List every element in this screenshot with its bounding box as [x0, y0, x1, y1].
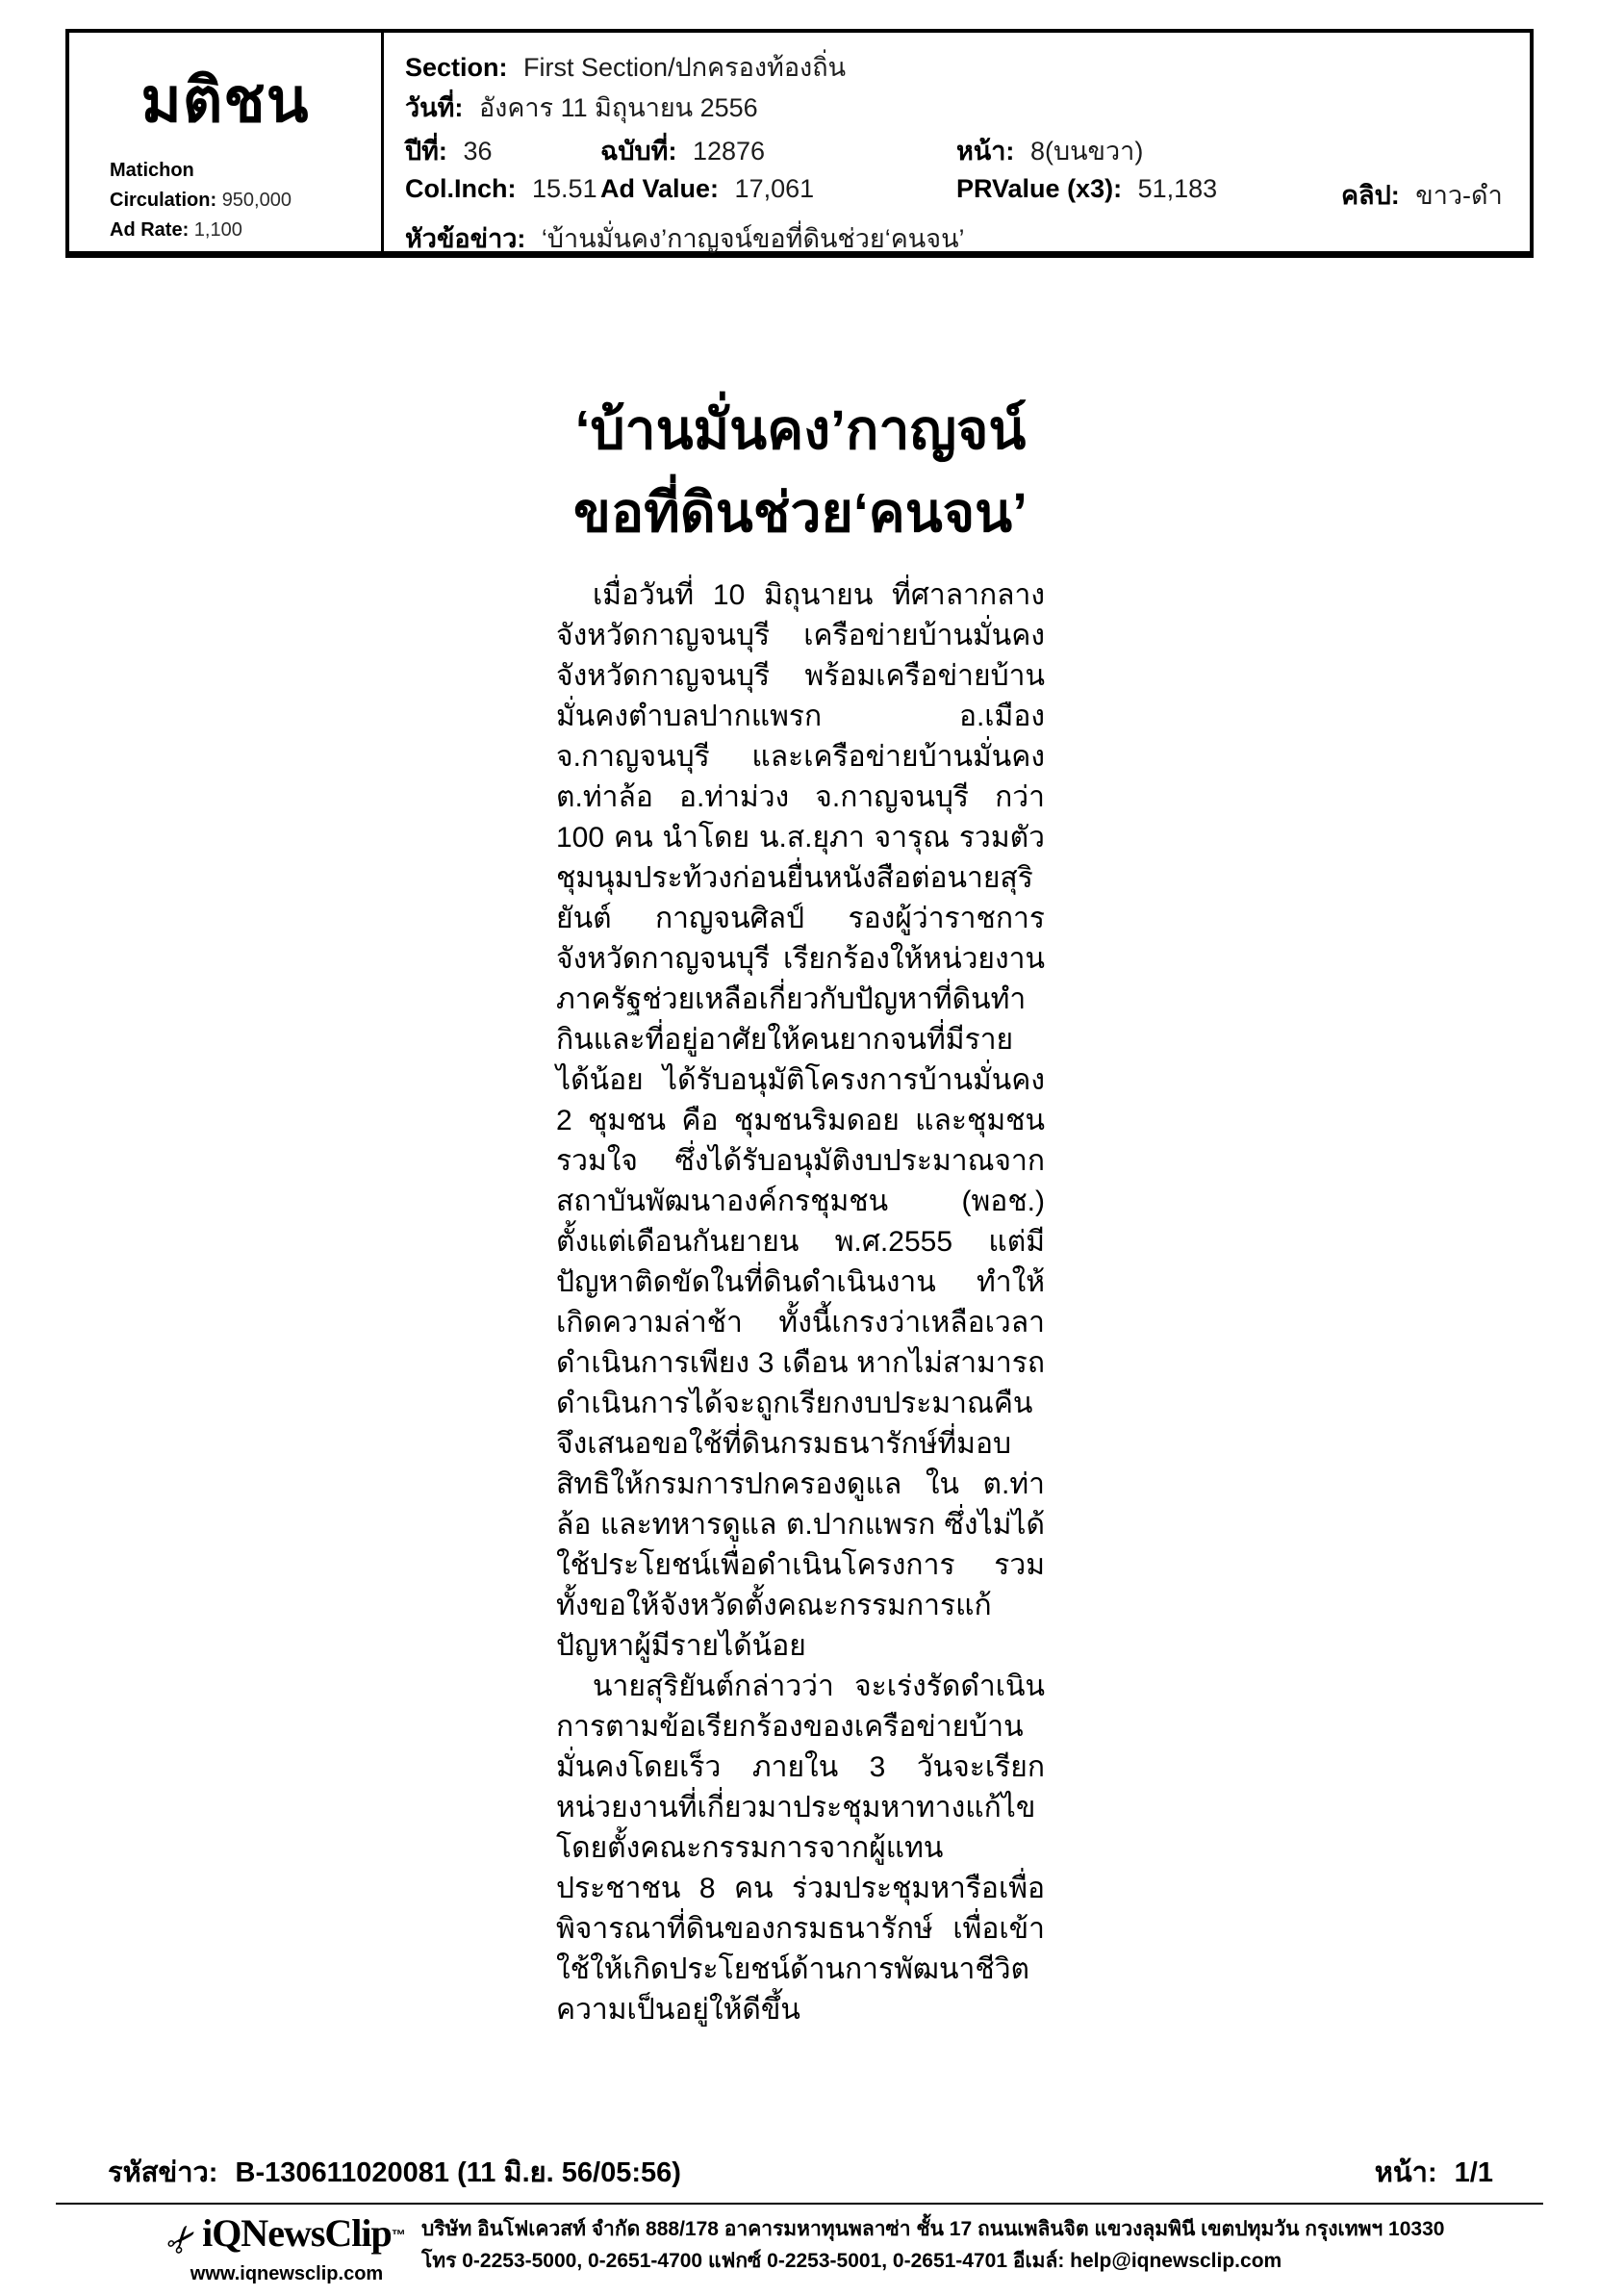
- value-row: [405, 174, 1522, 213]
- page-number-label: หน้า:: [1374, 2157, 1437, 2188]
- colinch-field: Col.Inch: 15.51: [405, 174, 597, 203]
- news-id: [108, 2150, 681, 2194]
- article-paragraph: นายสุริยันต์กล่าวว่า จะเร่งรัดดำเนินการตามข้อเรียกร้องของเครือข่ายบ้านมั่นคงโดยเร็ว ภายใน 3 วันจะเรียกหน่วยงานที่เกี่ยวมาประชุมหาทางแก้ไข โดยตั้งคณะกรรมการจากผู้แทนประชาชน 8 คน ร่วมประชุมหารือเพื่อพิจารณาที่ดินของกรมธนารักษ์ เพื่อเข้าใช้ให้เกิดประโยชน์ด้านการพัฒนาชีวิตความเป็นอยู่ให้ดีขึ้น: [556, 1671, 1045, 2026]
- page-field: หน้า: 8(บนขวา): [956, 137, 1144, 166]
- logo-website: www.iqnewsclip.com: [190, 2263, 384, 2284]
- trademark-symbol: ™: [391, 2227, 406, 2244]
- article-headline: [556, 389, 1045, 554]
- circulation-row: [110, 186, 292, 216]
- headline-line-1: ‘บ้านมั่นคง’กาญจน์: [574, 399, 1027, 461]
- publication-meta: [110, 156, 292, 245]
- prvalue-field: PRValue (x3): 51,183: [956, 174, 1218, 203]
- date-value: อังคาร 11 มิถุนายน 2556: [478, 93, 758, 122]
- address-line-2: โทร 0-2253-5000, 0-2651-4700 แฟกซ์ 0-2253-5001, 0-2651-4701 อีเมล์: help@iqnewsclip.com: [421, 2250, 1282, 2272]
- circulation-value: 950,000: [221, 190, 292, 211]
- news-headline-value: ‘บ้านมั่นคง’กาญจน์ขอที่ดินช่วย‘คนจน’: [541, 224, 965, 253]
- news-headline-label: หัวข้อข่าว:: [405, 224, 526, 253]
- footer-id-row: [108, 2150, 1493, 2188]
- date-label: วันที่:: [405, 93, 464, 122]
- issue-field: ฉบับที่: 12876: [600, 137, 766, 166]
- ad-rate-label: Ad Rate:: [110, 219, 190, 241]
- iqnewsclip-logo: [123, 2210, 450, 2285]
- page-number-value: 1/1: [1454, 2157, 1493, 2188]
- news-headline-row: [405, 217, 1522, 256]
- ad-rate-row: [110, 216, 292, 245]
- publication-panel: [69, 33, 384, 251]
- ad-rate-value: 1,100: [193, 219, 242, 241]
- scissors-icon: ✂: [158, 2215, 209, 2265]
- article-paragraph: เมื่อวันที่ 10 มิถุนายน ที่ศาลากลางจังหวัดกาญจนบุรี เครือข่ายบ้านมั่นคงจังหวัดกาญจนบุรี พร้อมเครือข่ายบ้านมั่นคงตำบลปากแพรก อ.เมือง จ.กาญจนบุรี และเครือข่ายบ้านมั่นคง ต.ท่าล้อ อ.ท่าม่วง จ.กาญจนบุรี กว่า 100 คน นำโดย น.ส.ยุภา จารุณ รวมตัวชุมนุมประท้วงก่อนยื่นหนังสือต่อนายสุริยันต์ กาญจนศิลป์ รองผู้ว่าราชการจังหวัดกาญจนบุรี เรียกร้องให้หน่วยงานภาครัฐช่วยเหลือเกี่ยวกับปัญหาที่ดินทำกินและที่อยู่อาศัยให้คนยากจนที่มีรายได้น้อย ได้รับอนุมัติโครงการบ้านมั่นคง 2 ชุมชน คือ ชุมชนริมดอย และชุมชนรวมใจ ซึ่งได้รับอนุมัติงบประมาณจากสถาบันพัฒนาองค์กรชุมชน (พอช.) ตั้งแต่เดือนกันยายน พ.ศ.2555 แต่มีปัญหาติดขัดในที่ดินดำเนินงาน ทำให้เกิดความล่าช้า ทั้งนี้เกรงว่าเหลือเวลาดำเนินการเพียง 3 เดือน หากไม่สามารถดำเนินการได้จะถูกเรียกงบประมาณคืน จึงเสนอขอใช้ที่ดินกรมธนารักษ์ที่มอบสิทธิให้กรมการปกครองดูแล ใน ต.ท่าล้อ และทหารดูแล ต.ปากแพรก ซึ่งไม่ได้ใช้ประโยชน์เพื่อดำเนินโครงการ รวมทั้งขอให้จังหวัดตั้งคณะกรรมการแก้ปัญหาผู้มีรายได้น้อย: [556, 579, 1045, 1662]
- news-id-label: รหัสข่าว:: [108, 2157, 218, 2188]
- article-body: [556, 575, 1045, 2030]
- page-number: [1375, 2150, 1493, 2194]
- publication-logo: มติชน: [140, 65, 310, 135]
- news-id-value: B-130611020081 (11 มิ.ย. 56/05:56): [235, 2157, 681, 2188]
- logo-wordmark: iQNewsClip: [202, 2211, 392, 2255]
- publication-name: Matichon: [110, 160, 194, 181]
- advalue-field: Ad Value: 17,061: [600, 174, 815, 203]
- footer-divider: [56, 2203, 1543, 2205]
- article: [556, 389, 1045, 2030]
- clipping-meta-panel: [384, 33, 1530, 251]
- year-field: ปีที่: 36: [405, 137, 493, 166]
- company-address: [421, 2213, 1561, 2277]
- date-row: [405, 87, 1522, 125]
- clip-type-field: คลิป: ขาว-ดำ: [1341, 181, 1503, 210]
- issue-row: [405, 130, 1522, 168]
- section-value: First Section/ปกครองท้องถิ่น: [523, 53, 847, 82]
- circulation-label: Circulation:: [110, 190, 217, 211]
- clipping-header-box: [65, 29, 1534, 258]
- headline-line-2: ขอที่ดินช่วย‘คนจน’: [573, 482, 1028, 544]
- section-row: [405, 46, 1522, 85]
- section-label: Section:: [405, 53, 508, 82]
- address-line-1: บริษัท อินโฟเควสท์ จำกัด 888/178 อาคารมหาทุนพลาซ่า ชั้น 17 ถนนเพลินจิต แขวงลุมพินี เขตปทุมวัน กรุงเทพฯ 10330: [421, 2218, 1445, 2240]
